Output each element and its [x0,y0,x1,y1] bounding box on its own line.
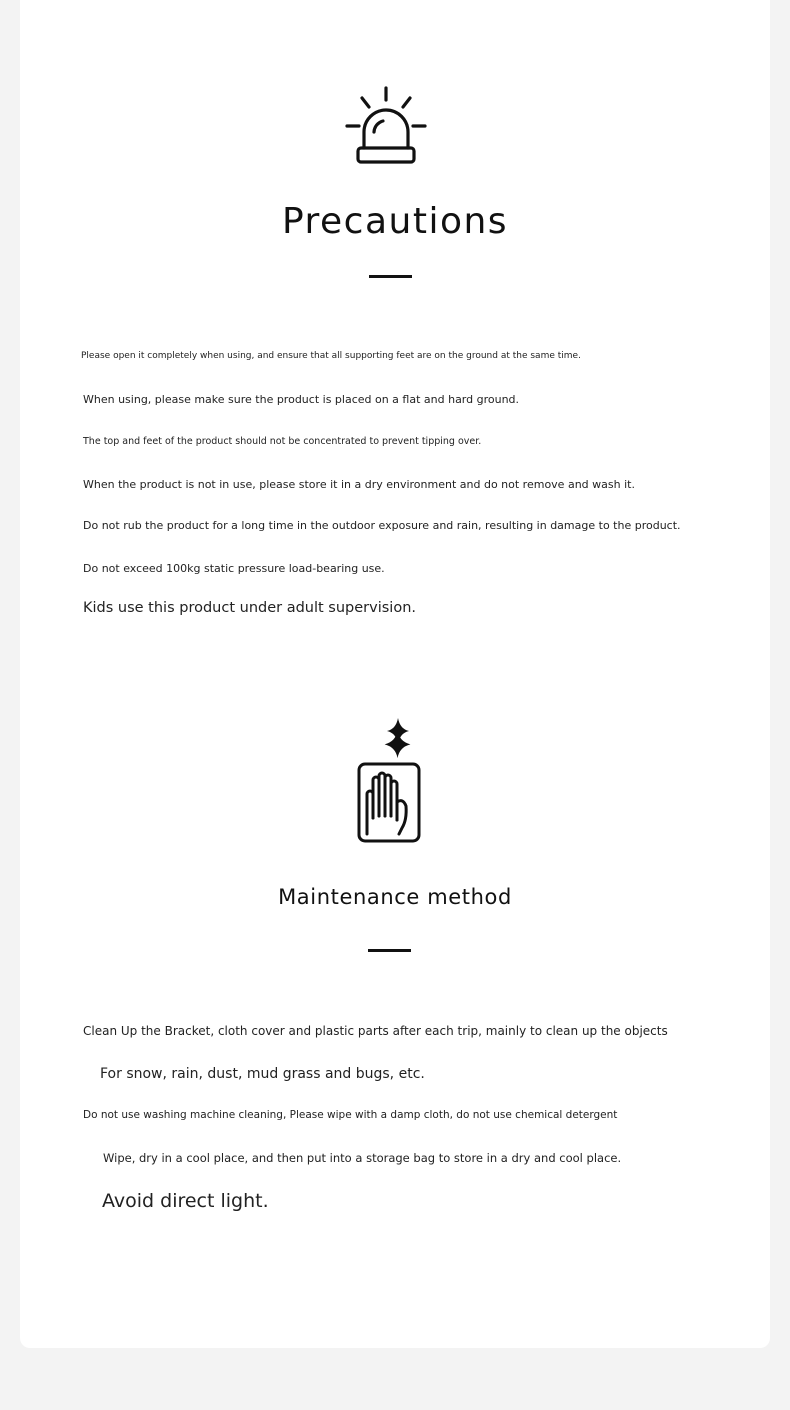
precaution-item: Kids use this product under adult supervision. [83,600,416,616]
content-card [20,0,770,1348]
precaution-item: Do not rub the product for a long time in the outdoor exposure and rain, resulting in damage to the product. [83,519,681,532]
alarm-light-icon [345,86,427,166]
title-divider [368,949,411,952]
maintenance-item: For snow, rain, dust, mud grass and bugs, etc. [100,1066,425,1082]
maintenance-item: Do not use washing machine cleaning, Please wipe with a damp cloth, do not use chemical detergent [83,1109,618,1121]
precautions-title: Precautions [281,201,509,242]
maintenance-item: Avoid direct light. [102,1190,269,1212]
precaution-item: Do not exceed 100kg static pressure load-bearing use. [83,562,385,575]
glove-sparkle-icon [354,716,422,844]
maintenance-item: Clean Up the Bracket, cloth cover and plastic parts after each trip, mainly to clean up the objects [83,1024,668,1038]
precaution-item: The top and feet of the product should not be concentrated to prevent tipping over. [83,436,482,447]
precaution-item: When the product is not in use, please store it in a dry environment and do not remove and wash it. [83,478,635,491]
maintenance-item: Wipe, dry in a cool place, and then put into a storage bag to store in a dry and cool place. [103,1151,622,1165]
title-divider [369,275,412,278]
maintenance-title: Maintenance method [278,885,512,909]
precaution-item: Please open it completely when using, and ensure that all supporting feet are on the ground at the same time. [81,351,581,361]
precaution-item: When using, please make sure the product is placed on a flat and hard ground. [83,393,520,406]
